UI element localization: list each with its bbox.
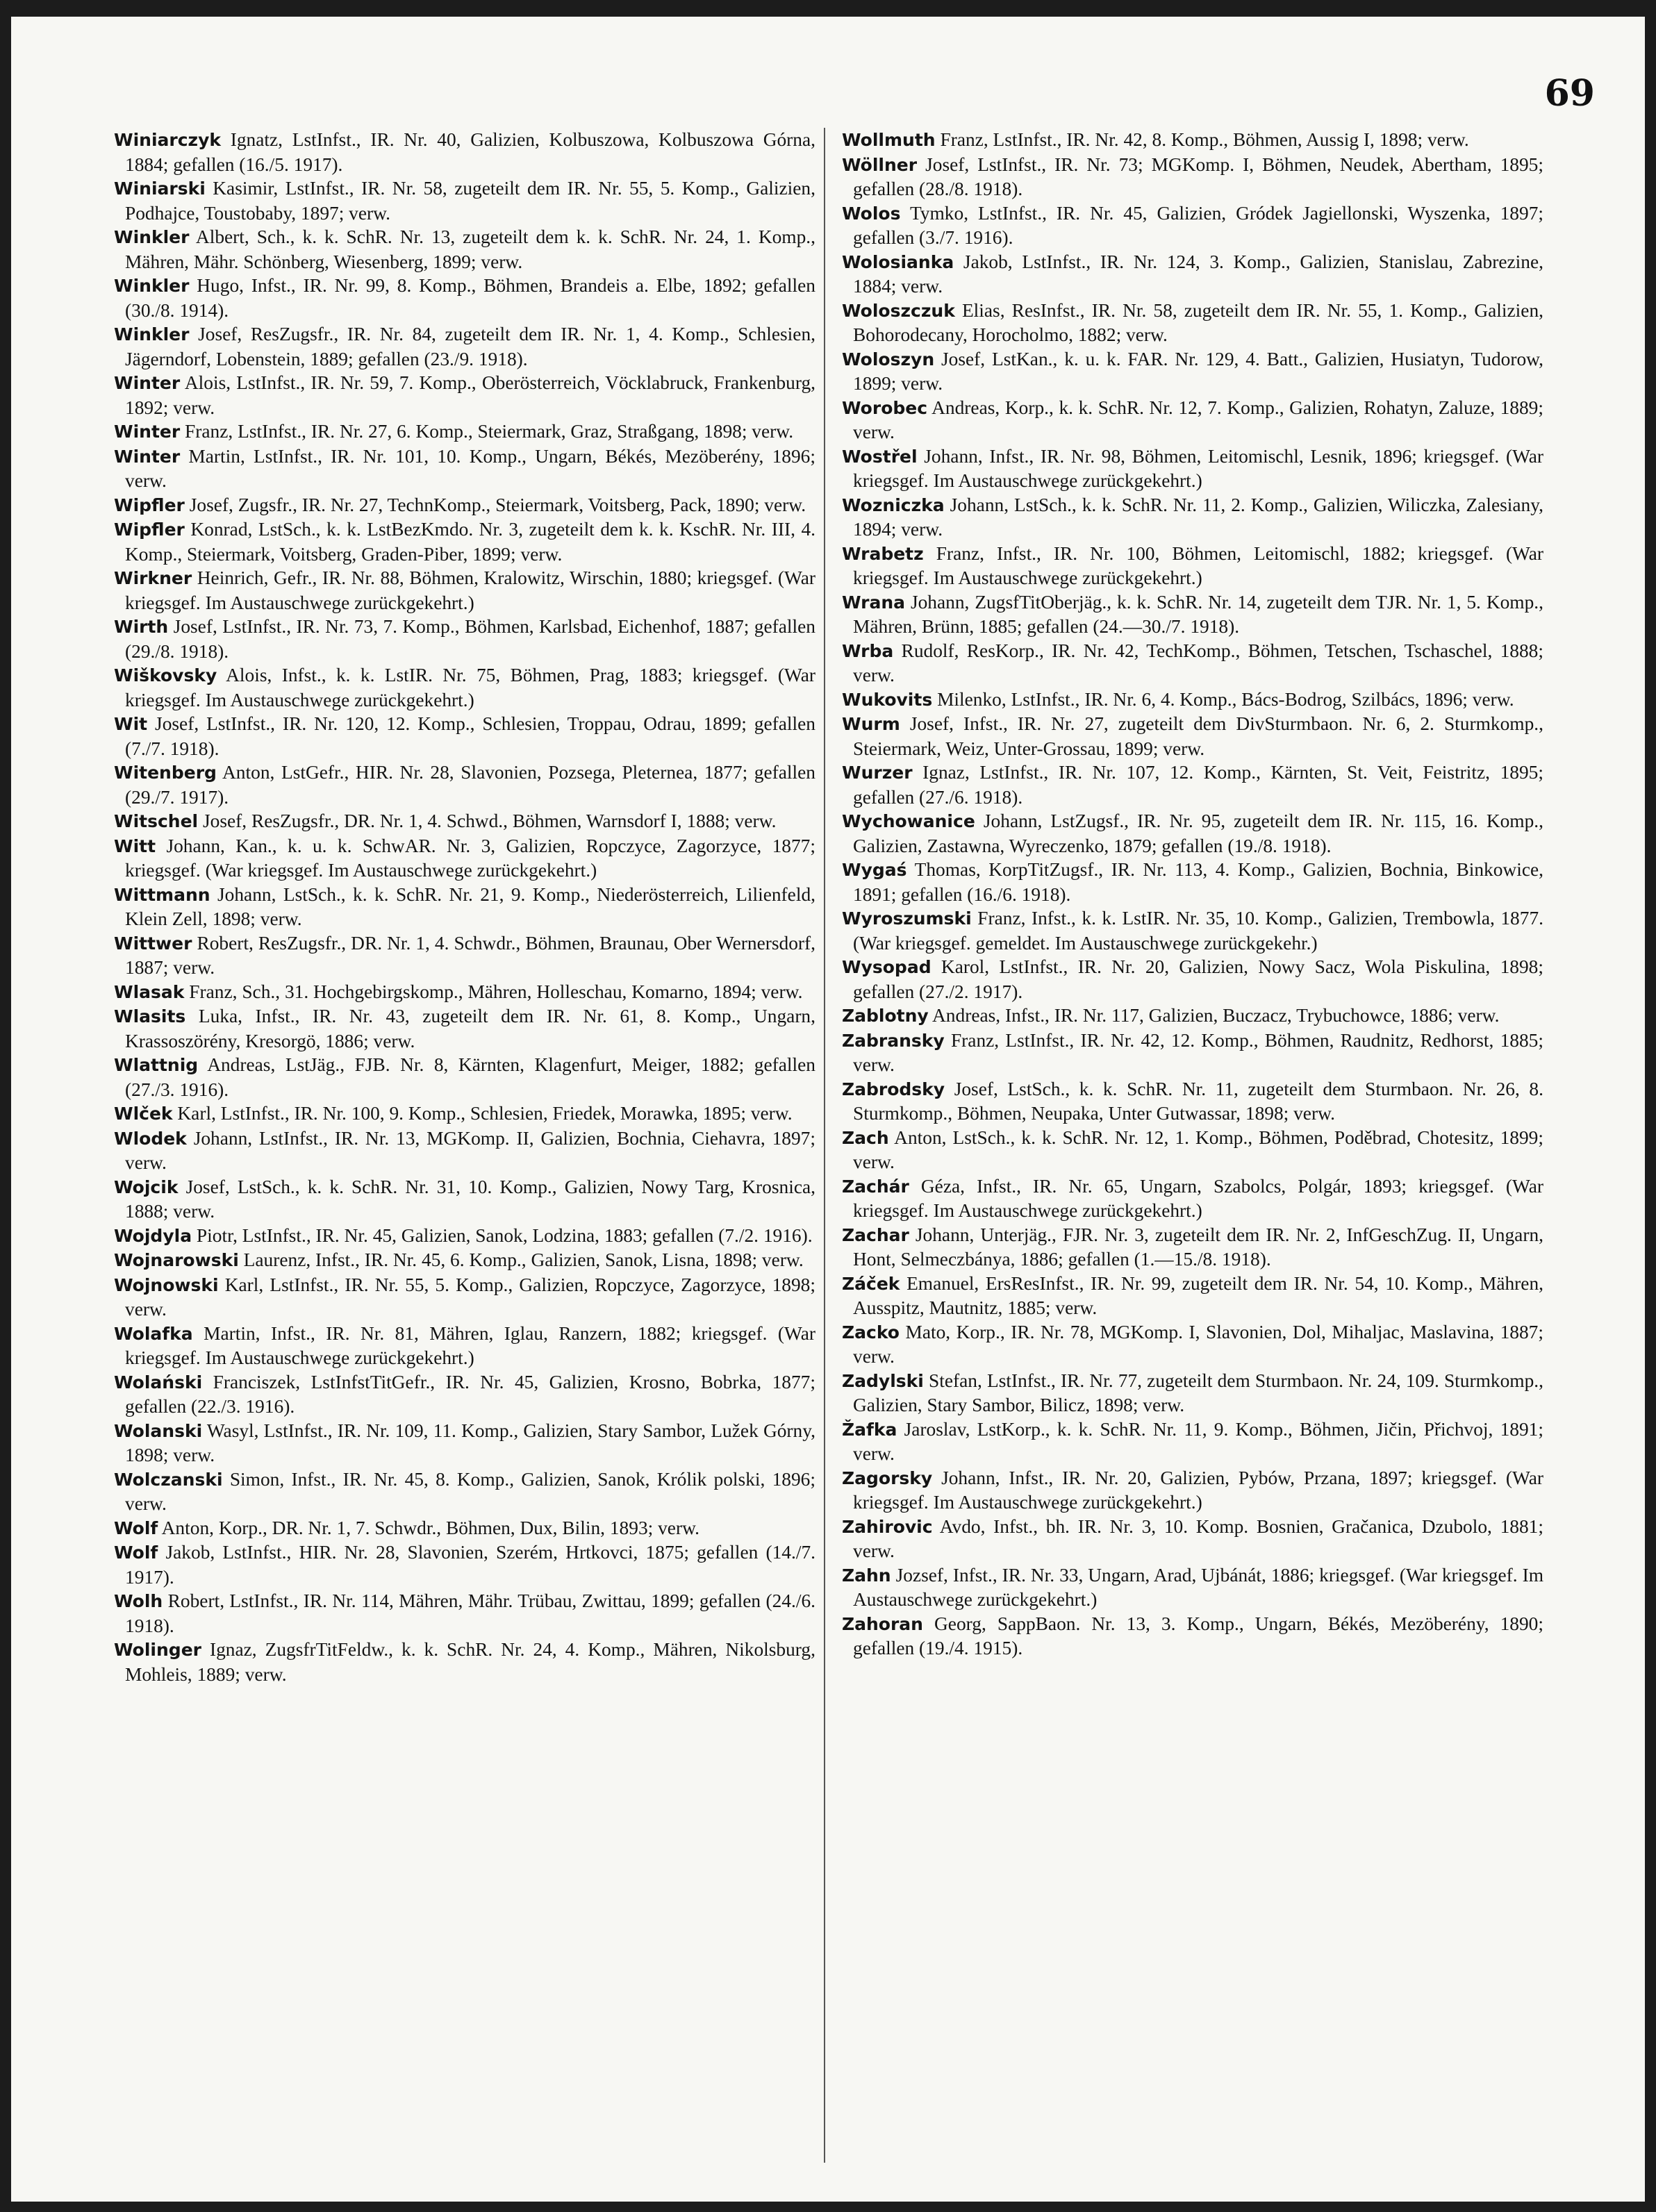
register-entry xyxy=(114,931,815,980)
register-entry xyxy=(842,1612,1543,1661)
entry-surname: Wlasak xyxy=(114,981,185,1002)
entry-details: Franz, Infst., IR. Nr. 100, Böhmen, Leitomischl, 1882; kriegsgef. (War kriegsgef. Im Austauschwege zurückgekehrt.) xyxy=(853,542,1543,588)
register-entry xyxy=(842,1174,1543,1223)
entry-surname: Wolosianka xyxy=(842,251,954,272)
entry-surname: Winter xyxy=(114,446,181,467)
register-entry xyxy=(114,1224,815,1249)
register-entry xyxy=(114,419,815,444)
register-entry xyxy=(842,1466,1543,1515)
register-entry xyxy=(842,347,1543,396)
entry-surname: Wozniczka xyxy=(842,494,945,515)
register-entry xyxy=(114,1053,815,1101)
entry-surname: Wöllner xyxy=(842,154,918,175)
entry-details: Thomas, KorpTitZugsf., IR. Nr. 113, 4. Komp., Galizien, Bochnia, Binkowice, 1891; gefallen (16./6. 1918). xyxy=(853,859,1543,905)
entry-details: Josef, LstSch., k. k. SchR. Nr. 31, 10. Komp., Galizien, Nowy Targ, Krosnica, 1888; verw. xyxy=(125,1176,815,1222)
register-entry xyxy=(114,1273,815,1322)
register-entry xyxy=(114,834,815,883)
entry-surname: Wirkner xyxy=(114,568,192,588)
entry-details: Géza, Infst., IR. Nr. 65, Ungarn, Szabolcs, Polgár, 1893; kriegsgef. (War kriegsgef. Im Austauschwege zurückgekehrt.) xyxy=(853,1175,1543,1221)
entry-surname: Winter xyxy=(114,373,181,393)
entry-details: Anton, Korp., DR. Nr. 1, 7. Schwdr., Böhmen, Dux, Bilin, 1893; verw. xyxy=(161,1517,699,1538)
entry-surname: Záček xyxy=(842,1273,900,1294)
entry-surname: Winkler xyxy=(114,276,190,296)
entry-surname: Wolh xyxy=(114,1591,163,1611)
register-entry xyxy=(842,250,1543,299)
entry-surname: Woloszyn xyxy=(842,349,935,369)
register-entry xyxy=(114,1126,815,1175)
entry-details: Elias, ResInfst., IR. Nr. 58, zugeteilt dem IR. Nr. 55, 1. Komp., Galizien, Bohorodecany, Horocholmo, 1882; verw. xyxy=(853,299,1543,345)
entry-surname: Wyroszumski xyxy=(842,908,972,929)
register-entry xyxy=(842,809,1543,858)
register-entry xyxy=(114,615,815,663)
entry-details: Johann, LstSch., k. k. SchR. Nr. 21, 9. Komp., Niederösterreich, Lilienfeld, Klein Zell, 1898; verw. xyxy=(125,883,815,929)
register-entry xyxy=(114,712,815,760)
entry-details: Martin, Infst., IR. Nr. 81, Mähren, Iglau, Ranzern, 1882; kriegsgef. (War kriegsgef. Im Austauschwege zurückgekehrt.) xyxy=(125,1322,815,1368)
entry-details: Kasimir, LstInfst., IR. Nr. 58, zugeteilt dem IR. Nr. 55, 5. Komp., Galizien, Podhajce, Toustobaby, 1897; verw. xyxy=(125,178,815,224)
register-entry xyxy=(114,517,815,566)
entry-details: Johann, LstZugsf., IR. Nr. 95, zugeteilt dem IR. Nr. 115, 16. Komp., Galizien, Zastawna, Wyreczenko, 1879; gefallen (19./8. 1918). xyxy=(853,810,1543,856)
register-entry xyxy=(114,1175,815,1224)
entry-details: Simon, Infst., IR. Nr. 45, 8. Komp., Galizien, Sanok, Królik polski, 1896; verw. xyxy=(125,1468,815,1514)
entry-surname: Winkler xyxy=(114,324,190,344)
entry-details: Josef, ResZugsfr., DR. Nr. 1, 4. Schwd., Böhmen, Warnsdorf I, 1888; verw. xyxy=(202,810,777,831)
entry-details: Piotr, LstInfst., IR. Nr. 45, Galizien, Sanok, Lodzina, 1883; gefallen (7./2. 1916). xyxy=(196,1224,813,1246)
entry-details: Karl, LstInfst., IR. Nr. 100, 9. Komp., Schlesien, Friedek, Morawka, 1895; verw. xyxy=(177,1103,793,1124)
entry-surname: Wukovits xyxy=(842,689,933,710)
entry-details: Franciszek, LstInfstTitGefr., IR. Nr. 45, Galizien, Krosno, Bobrka, 1877; gefallen (22./3. 1916). xyxy=(125,1371,815,1417)
entry-surname: Wipfler xyxy=(114,494,185,515)
entry-surname: Wipfler xyxy=(114,519,185,540)
column-divider xyxy=(824,128,825,2163)
entry-details: Avdo, Infst., bh. IR. Nr. 3, 10. Komp. Bosnien, Gračanica, Dzubolo, 1881; verw. xyxy=(853,1515,1543,1561)
entry-surname: Winiarski xyxy=(114,178,206,199)
register-entry xyxy=(114,980,815,1005)
entry-details: Robert, ResZugsfr., DR. Nr. 1, 4. Schwdr., Böhmen, Braunau, Ober Wernersdorf, 1887; verw. xyxy=(125,932,815,978)
entry-surname: Wolf xyxy=(114,1542,158,1563)
register-entry xyxy=(842,1272,1543,1320)
register-entry xyxy=(114,1638,815,1686)
entry-details: Josef, Zugsfr., IR. Nr. 27, TechnKomp., Steiermark, Voitsberg, Pack, 1890; verw. xyxy=(189,494,806,515)
entry-surname: Wolf xyxy=(114,1517,158,1538)
entry-surname: Witenberg xyxy=(114,763,217,783)
entry-details: Josef, Infst., IR. Nr. 27, zugeteilt dem DivSturmbaon. Nr. 6, 2. Sturmkomp., Steiermark, Weiz, Unter-Grossau, 1899; verw. xyxy=(853,713,1543,759)
entry-surname: Zahoran xyxy=(842,1613,923,1634)
entry-details: Johann, Kan., k. u. k. SchwAR. Nr. 3, Galizien, Ropczyce, Zagorzyce, 1877; kriegsgef. (War kriegsgef. Im Austauschwege zurückgekehrt.) xyxy=(125,835,815,881)
entry-surname: Winkler xyxy=(114,227,190,247)
register-entry xyxy=(842,639,1543,688)
entry-details: Georg, SappBaon. Nr. 13, 3. Komp., Ungarn, Békés, Mezöberény, 1890; gefallen (19./4. 1915). xyxy=(853,1613,1543,1658)
entry-surname: Wojnarowski xyxy=(114,1250,239,1270)
register-entry xyxy=(114,663,815,712)
register-entry xyxy=(842,955,1543,1004)
entry-details: Johann, Infst., IR. Nr. 98, Böhmen, Leitomischl, Lesnik, 1896; kriegsgef. (War kriegsgef. Im Austauschwege zurückgekehrt.) xyxy=(853,445,1544,491)
entry-details: Andreas, Korp., k. k. SchR. Nr. 12, 7. Komp., Galizien, Rohatyn, Zaluze, 1889; verw. xyxy=(853,397,1543,442)
entry-surname: Wrba xyxy=(842,640,894,661)
register-entry xyxy=(842,396,1543,444)
entry-details: Johann, LstInfst., IR. Nr. 13, MGKomp. II, Galizien, Bochnia, Ciehavra, 1897; verw. xyxy=(125,1127,815,1173)
entry-details: Josef, LstKan., k. u. k. FAR. Nr. 129, 4. Batt., Galizien, Husiatyn, Tudorow, 1899; verw. xyxy=(853,348,1543,394)
entry-details: Josef, LstSch., k. k. SchR. Nr. 11, zugeteilt dem Sturmbaon. Nr. 26, 8. Sturmkomp., Böhmen, Neupaka, Unter Gutwassar, 1898; verw. xyxy=(853,1078,1543,1124)
entry-surname: Wiškovsky xyxy=(114,665,217,685)
entry-surname: Wlodek xyxy=(114,1128,187,1149)
entry-surname: Wolanski xyxy=(114,1420,203,1441)
entry-details: Johann, Unterjäg., FJR. Nr. 3, zugeteilt dem IR. Nr. 2, InfGeschZug. II, Ungarn, Hont, Selmeczbánya, 1886; gefallen (1.—15./8. 1918). xyxy=(853,1224,1543,1270)
entry-details: Jozsef, Infst., IR. Nr. 33, Ungarn, Arad, Ujbánát, 1886; kriegsgef. (War kriegsgef. Im Austauschwege zurückgekehrt.) xyxy=(853,1564,1543,1610)
entry-surname: Wrana xyxy=(842,592,906,613)
register-entry xyxy=(114,225,815,274)
entry-details: Franz, Sch., 31. Hochgebirgskomp., Mähren, Holleschau, Komarno, 1894; verw. xyxy=(189,981,803,1002)
entry-details: Josef, LstInfst., IR. Nr. 73, 7. Komp., Böhmen, Karlsbad, Eichenhof, 1887; gefallen (29./8. 1918). xyxy=(125,616,816,662)
entry-details: Konrad, LstSch., k. k. LstBezKmdo. Nr. 3, zugeteilt dem k. k. KschR. Nr. III, 4. Komp., Steiermark, Voitsberg, Graden-Piber, 1899; verw. xyxy=(125,519,815,565)
entry-surname: Wygaś xyxy=(842,860,907,880)
register-entry xyxy=(114,566,815,615)
entry-surname: Wurzer xyxy=(842,763,913,783)
entry-details: Franz, Infst., k. k. LstIR. Nr. 35, 10. Komp., Galizien, Trembowla, 1877. (War kriegsgef. gemeldet. Im Austauschwege zurückgekehr.) xyxy=(853,908,1543,954)
entry-surname: Wittwer xyxy=(114,933,192,954)
entry-details: Emanuel, ErsResInfst., IR. Nr. 99, zugeteilt dem IR. Nr. 54, 10. Komp., Mähren, Ausspitz, Mautnitz, 1885; verw. xyxy=(853,1272,1543,1318)
register-entry xyxy=(842,1320,1543,1369)
register-entry xyxy=(842,493,1543,542)
register-entry xyxy=(842,1004,1543,1029)
entry-surname: Wojdyla xyxy=(114,1225,192,1246)
entry-details: Alois, LstInfst., IR. Nr. 59, 7. Komp., Oberösterreich, Vöcklabruck, Frankenburg, 1892; verw. xyxy=(125,372,815,418)
entry-surname: Wlattnig xyxy=(114,1055,199,1075)
left-column xyxy=(114,128,815,1686)
entry-details: Johann, LstSch., k. k. SchR. Nr. 11, 2. Komp., Galizien, Wiliczka, Zalesiany, 1894; verw. xyxy=(853,494,1543,540)
entry-surname: Worobec xyxy=(842,397,928,418)
register-entry xyxy=(842,1077,1543,1126)
entry-details: Anton, LstSch., k. k. SchR. Nr. 12, 1. Komp., Böhmen, Poděbrad, Chotesitz, 1899; verw. xyxy=(853,1126,1543,1172)
register-entry xyxy=(114,1467,815,1516)
entry-details: Franz, LstInfst., IR. Nr. 27, 6. Komp., Steiermark, Graz, Straßgang, 1898; verw. xyxy=(185,421,794,442)
entry-details: Franz, LstInfst., IR. Nr. 42, 12. Komp., Böhmen, Raudnitz, Redhorst, 1885; verw. xyxy=(853,1029,1543,1075)
register-entry xyxy=(842,858,1543,906)
register-entry xyxy=(842,760,1543,809)
entry-details: Stefan, LstInfst., IR. Nr. 77, zugeteilt dem Sturmbaon. Nr. 24, 109. Sturmkomp., Galizien, Stary Sambor, Bilicz, 1898; verw. xyxy=(853,1370,1543,1415)
entry-details: Johann, Infst., IR. Nr. 20, Galizien, Pybów, Przana, 1897; kriegsgef. (War kriegsgef. Im Austauschwege zurückgekehrt.) xyxy=(853,1467,1543,1513)
entry-details: Josef, LstInfst., IR. Nr. 73; MGKomp. I, Böhmen, Neudek, Abertham, 1895; gefallen (28./8. 1918). xyxy=(853,153,1543,199)
entry-details: Franz, LstInfst., IR. Nr. 42, 8. Komp., Böhmen, Aussig I, 1898; verw. xyxy=(940,129,1469,150)
entry-surname: Wolinger xyxy=(114,1640,201,1660)
entry-details: Wasyl, LstInfst., IR. Nr. 109, 11. Komp., Galizien, Stary Sambor, Lužek Górny, 1898; verw. xyxy=(125,1420,815,1465)
entry-surname: Wrabetz xyxy=(842,543,924,564)
register-entry xyxy=(842,1126,1543,1174)
register-entry xyxy=(114,760,815,809)
register-entry xyxy=(114,371,815,419)
register-entry xyxy=(114,322,815,371)
entry-details: Robert, LstInfst., IR. Nr. 114, Mähren, Mähr. Trübau, Zwittau, 1899; gefallen (24./6. 1918). xyxy=(125,1590,815,1636)
entry-surname: Wychowanice xyxy=(842,811,975,831)
register-entry xyxy=(114,493,815,518)
register-entry xyxy=(114,1322,815,1370)
register-entry xyxy=(842,153,1543,201)
entry-details: Mato, Korp., IR. Nr. 78, MGKomp. I, Slavonien, Dol, Mihaljac, Maslavina, 1887; verw. xyxy=(853,1321,1543,1367)
entry-surname: Wostřel xyxy=(842,446,918,467)
entry-surname: Zahn xyxy=(842,1565,891,1586)
register-entry xyxy=(842,1223,1543,1272)
entry-surname: Zach xyxy=(842,1127,889,1148)
entry-surname: Witschel xyxy=(114,811,199,831)
entry-surname: Woloszczuk xyxy=(842,300,955,321)
register-entry xyxy=(842,1515,1543,1563)
entry-details: Martin, LstInfst., IR. Nr. 101, 10. Komp., Ungarn, Békés, Mezöberény, 1896; verw. xyxy=(125,445,815,491)
entry-details: Jaroslav, LstKorp., k. k. SchR. Nr. 11, 9. Komp., Böhmen, Jičin, Přichvoj, 1891; verw. xyxy=(853,1418,1543,1464)
entry-surname: Wojnowski xyxy=(114,1274,219,1295)
entry-surname: Zacko xyxy=(842,1322,900,1342)
register-entry xyxy=(114,1248,815,1273)
register-entry xyxy=(114,1370,815,1419)
entry-surname: Wolafka xyxy=(114,1323,193,1344)
register-entry xyxy=(842,128,1543,153)
page-number: 69 xyxy=(1544,72,1595,115)
entry-surname: Wysopad xyxy=(842,957,932,977)
register-entry xyxy=(114,1004,815,1053)
register-entry xyxy=(842,1369,1543,1417)
entry-surname: Wolczanski xyxy=(114,1469,223,1490)
register-entry xyxy=(842,1563,1543,1612)
entry-surname: Wittmann xyxy=(114,884,210,905)
register-entry xyxy=(114,1101,815,1126)
entry-details: Albert, Sch., k. k. SchR. Nr. 13, zugeteilt dem k. k. SchR. Nr. 24, 1. Komp., Mähren, Mähr. Schönberg, Wiesenberg, 1899; verw. xyxy=(125,226,815,272)
entry-details: Anton, LstGefr., HIR. Nr. 28, Slavonien, Pozsega, Pleternea, 1877; gefallen (29./7. 1917). xyxy=(125,762,815,808)
entry-surname: Zablotny xyxy=(842,1006,929,1026)
register-entry xyxy=(842,1417,1543,1466)
right-column xyxy=(842,128,1543,1661)
register-entry xyxy=(114,883,815,931)
entry-details: Jakob, LstInfst., HIR. Nr. 28, Slavonien, Szerém, Hrtkovci, 1875; gefallen (14./7. 1917). xyxy=(125,1542,815,1588)
register-entry xyxy=(114,1419,815,1467)
register-entry xyxy=(842,590,1543,639)
register-entry xyxy=(114,128,815,176)
entry-surname: Wit xyxy=(114,714,148,734)
entry-surname: Wollmuth xyxy=(842,130,936,150)
entry-surname: Zabransky xyxy=(842,1030,945,1051)
entry-details: Ignaz, LstInfst., IR. Nr. 107, 12. Komp., Kärnten, St. Veit, Feistritz, 1895; gefallen (27./6. 1918). xyxy=(853,762,1543,808)
entry-details: Josef, ResZugsfr., IR. Nr. 84, zugeteilt dem IR. Nr. 1, 4. Komp., Schlesien, Jägerndorf, Lobenstein, 1889; gefallen (23./9. 1918). xyxy=(125,324,815,369)
entry-details: Hugo, Infst., IR. Nr. 99, 8. Komp., Böhmen, Brandeis a. Elbe, 1892; gefallen (30./8. 1914). xyxy=(125,275,815,321)
entry-details: Alois, Infst., k. k. LstIR. Nr. 75, Böhmen, Prag, 1883; kriegsgef. (War kriegsgef. Im Austauschwege zurückgekehrt.) xyxy=(125,665,815,710)
entry-details: Rudolf, ResKorp., IR. Nr. 42, TechKomp., Böhmen, Tetschen, Tschaschel, 1888; verw. xyxy=(853,640,1543,685)
entry-details: Heinrich, Gefr., IR. Nr. 88, Böhmen, Kralowitz, Wirschin, 1880; kriegsgef. (War kriegsgef. Im Austauschwege zurückgekehrt.) xyxy=(125,567,815,613)
register-entry xyxy=(842,906,1543,955)
register-entry xyxy=(114,1516,815,1541)
entry-details: Milenko, LstInfst., IR. Nr. 6, 4. Komp., Bács-Bodrog, Szilbács, 1896; verw. xyxy=(937,688,1514,710)
entry-details: Jakob, LstInfst., IR. Nr. 124, 3. Komp., Galizien, Stanislau, Zabrezine, 1884; verw. xyxy=(853,251,1543,297)
entry-details: Tymko, LstInfst., IR. Nr. 45, Galizien, Gródek Jagiellonski, Wyszenka, 1897; gefallen (3./7. 1916). xyxy=(853,202,1543,248)
register-entry xyxy=(842,688,1543,713)
entry-surname: Wurm xyxy=(842,714,900,734)
entry-surname: Zadylski xyxy=(842,1370,924,1391)
entry-surname: Wojcik xyxy=(114,1176,179,1197)
entry-surname: Zahirovic xyxy=(842,1516,933,1537)
entry-surname: Winiarczyk xyxy=(114,130,222,150)
entry-details: Luka, Infst., IR. Nr. 43, zugeteilt dem IR. Nr. 61, 8. Komp., Ungarn, Krassoszörény, Kresorgö, 1886; verw. xyxy=(125,1006,815,1051)
entry-surname: Zachar xyxy=(842,1224,909,1245)
entry-details: Ignaz, ZugsfrTitFeldw., k. k. SchR. Nr. 24, 4. Komp., Mähren, Nikolsburg, Mohleis, 1889; verw. xyxy=(125,1639,815,1685)
register-entry xyxy=(114,176,815,225)
entry-surname: Zagorsky xyxy=(842,1467,933,1488)
entry-details: Andreas, LstJäg., FJB. Nr. 8, Kärnten, Klagenfurt, Meiger, 1882; gefallen (27./3. 1916). xyxy=(125,1054,815,1100)
register-entry xyxy=(842,542,1543,590)
entry-surname: Žafka xyxy=(842,1419,897,1440)
entry-surname: Winter xyxy=(114,422,181,442)
entry-details: Josef, LstInfst., IR. Nr. 120, 12. Komp., Schlesien, Troppau, Odrau, 1899; gefallen (7./7. 1918). xyxy=(125,713,815,759)
register-entry xyxy=(114,444,815,493)
entry-details: Johann, ZugsfTitOberjäg., k. k. SchR. Nr. 14, zugeteilt dem TJR. Nr. 1, 5. Komp., Mähren, Brünn, 1885; gefallen (24.—30./7. 1918). xyxy=(853,591,1543,637)
register-entry xyxy=(842,201,1543,250)
entry-details: Andreas, Infst., IR. Nr. 117, Galizien, Buczacz, Trybuchowce, 1886; verw. xyxy=(932,1005,1500,1026)
entry-details: Karol, LstInfst., IR. Nr. 20, Galizien, Nowy Sacz, Wola Piskulina, 1898; gefallen (27./2. 1917). xyxy=(853,956,1543,1002)
register-entry xyxy=(114,809,815,834)
entry-surname: Wlasits xyxy=(114,1006,186,1026)
entry-surname: Wlček xyxy=(114,1104,173,1124)
entry-details: Laurenz, Infst., IR. Nr. 45, 6. Komp., Galizien, Sanok, Lisna, 1898; verw. xyxy=(243,1249,804,1270)
entry-details: Ignatz, LstInfst., IR. Nr. 40, Galizien, Kolbuszowa, Kolbuszowa Górna, 1884; gefallen (16./5. 1917). xyxy=(125,129,815,175)
entry-surname: Witt xyxy=(114,835,156,856)
entry-surname: Wirth xyxy=(114,617,169,637)
entry-surname: Zachár xyxy=(842,1176,909,1197)
register-entry xyxy=(842,299,1543,347)
register-entry xyxy=(842,444,1543,493)
entry-surname: Wolos xyxy=(842,203,901,224)
register-entry xyxy=(114,274,815,322)
register-entry xyxy=(842,712,1543,760)
register-entry xyxy=(842,1029,1543,1077)
register-entry xyxy=(114,1540,815,1589)
entry-details: Karl, LstInfst., IR. Nr. 55, 5. Komp., Galizien, Ropczyce, Zagorzyce, 1898; verw. xyxy=(125,1274,815,1320)
entry-surname: Zabrodsky xyxy=(842,1079,945,1099)
document-page xyxy=(11,17,1645,2202)
entry-surname: Wolański xyxy=(114,1372,203,1392)
register-entry xyxy=(114,1589,815,1638)
